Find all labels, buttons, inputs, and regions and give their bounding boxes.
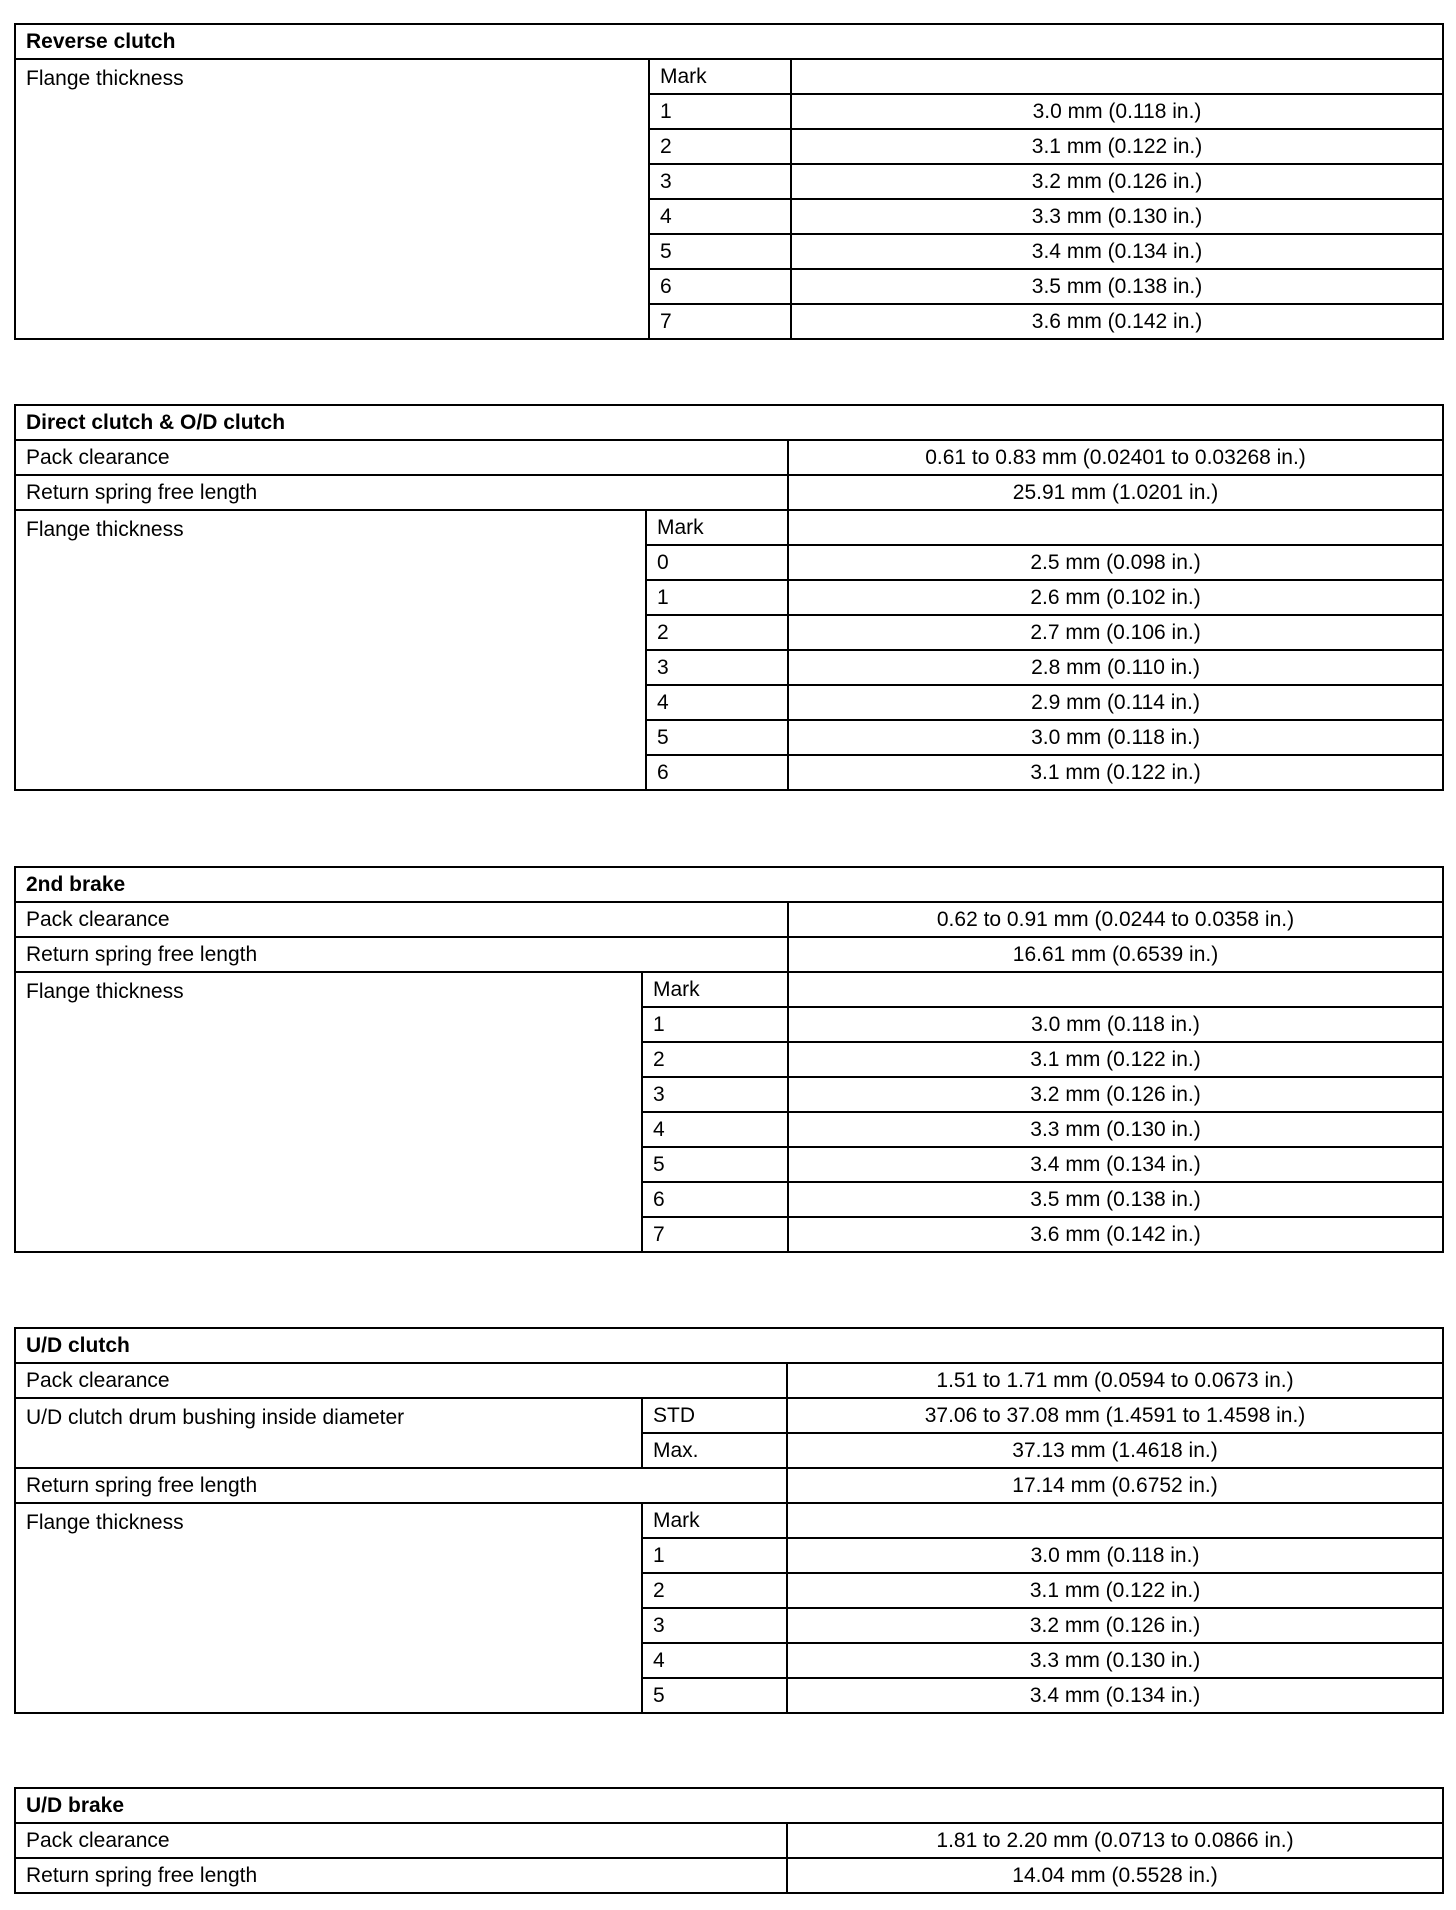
table-title-row: [15, 24, 1443, 59]
mark-cell: 7: [642, 1217, 788, 1252]
pack-clearance-value: 0.61 to 0.83 mm (0.02401 to 0.03268 in.): [788, 440, 1443, 475]
table-row: [15, 1398, 1443, 1433]
flange-thickness-label: Flange thickness: [15, 1503, 642, 1713]
section-title: Reverse clutch: [15, 24, 1443, 59]
mark-cell: 5: [642, 1678, 787, 1713]
pack-clearance-value: 0.62 to 0.91 mm (0.0244 to 0.0358 in.): [788, 902, 1443, 937]
empty-cell: [788, 510, 1443, 545]
mark-cell: 4: [642, 1643, 787, 1678]
bushing-max-value: 37.13 mm (1.4618 in.): [787, 1433, 1443, 1468]
mark-cell: 4: [642, 1112, 788, 1147]
value-cell: 3.3 mm (0.130 in.): [791, 199, 1443, 234]
table-row: [15, 1858, 1443, 1893]
mark-cell: 2: [642, 1573, 787, 1608]
bushing-std-value: 37.06 to 37.08 mm (1.4591 to 1.4598 in.): [787, 1398, 1443, 1433]
empty-cell: [788, 972, 1443, 1007]
mark-cell: 3: [649, 164, 791, 199]
table-title-row: [15, 405, 1443, 440]
value-cell: 3.4 mm (0.134 in.): [787, 1678, 1443, 1713]
table-title-row: [15, 867, 1443, 902]
value-cell: 2.9 mm (0.114 in.): [788, 685, 1443, 720]
ud-clutch-table: [14, 1327, 1444, 1714]
second-brake-table: [14, 866, 1444, 1253]
mark-cell: 1: [649, 94, 791, 129]
value-cell: 3.1 mm (0.122 in.): [788, 755, 1443, 790]
mark-cell: 6: [649, 269, 791, 304]
table-row: [15, 1468, 1443, 1503]
value-cell: 3.5 mm (0.138 in.): [788, 1182, 1443, 1217]
section-title: 2nd brake: [15, 867, 1443, 902]
table-row: [15, 440, 1443, 475]
bushing-std-label: STD: [642, 1398, 787, 1433]
value-cell: 3.0 mm (0.118 in.): [791, 94, 1443, 129]
table-row: [15, 475, 1443, 510]
ud-brake-table: [14, 1787, 1444, 1894]
section-title: U/D clutch: [15, 1328, 1443, 1363]
pack-clearance-label: Pack clearance: [15, 1823, 787, 1858]
value-cell: 3.0 mm (0.118 in.): [787, 1538, 1443, 1573]
mark-cell: 3: [646, 650, 788, 685]
value-cell: 3.0 mm (0.118 in.): [788, 1007, 1443, 1042]
value-cell: 3.2 mm (0.126 in.): [791, 164, 1443, 199]
mark-cell: 2: [646, 615, 788, 650]
table-row: [15, 902, 1443, 937]
mark-cell: 5: [646, 720, 788, 755]
reverse-clutch-table: [14, 23, 1444, 340]
empty-cell: [791, 59, 1443, 94]
bushing-max-label: Max.: [642, 1433, 787, 1468]
table-title-row: [15, 1328, 1443, 1363]
return-spring-label: Return spring free length: [15, 1468, 787, 1503]
table-row: [15, 1363, 1443, 1398]
flange-thickness-label: Flange thickness: [15, 510, 646, 790]
table-row: [15, 972, 1443, 1007]
mark-cell: 2: [642, 1042, 788, 1077]
pack-clearance-label: Pack clearance: [15, 440, 788, 475]
return-spring-value: 17.14 mm (0.6752 in.): [787, 1468, 1443, 1503]
value-cell: 3.2 mm (0.126 in.): [787, 1608, 1443, 1643]
mark-cell: 4: [649, 199, 791, 234]
return-spring-value: 25.91 mm (1.0201 in.): [788, 475, 1443, 510]
return-spring-value: 14.04 mm (0.5528 in.): [787, 1858, 1443, 1893]
mark-header: Mark: [649, 59, 791, 94]
return-spring-label: Return spring free length: [15, 937, 788, 972]
flange-thickness-label: Flange thickness: [15, 972, 642, 1252]
direct-clutch-table: [14, 404, 1444, 791]
mark-cell: 6: [642, 1182, 788, 1217]
value-cell: 3.1 mm (0.122 in.): [787, 1573, 1443, 1608]
mark-cell: 5: [649, 234, 791, 269]
flange-thickness-label: Flange thickness: [15, 59, 649, 339]
mark-header: Mark: [642, 972, 788, 1007]
value-cell: 2.7 mm (0.106 in.): [788, 615, 1443, 650]
value-cell: 3.3 mm (0.130 in.): [787, 1643, 1443, 1678]
section-title: U/D brake: [15, 1788, 1443, 1823]
mark-cell: 1: [646, 580, 788, 615]
table-title-row: [15, 1788, 1443, 1823]
bushing-diameter-label: U/D clutch drum bushing inside diameter: [15, 1398, 642, 1468]
table-row: [15, 59, 1443, 94]
value-cell: 3.1 mm (0.122 in.): [791, 129, 1443, 164]
mark-cell: 0: [646, 545, 788, 580]
value-cell: 3.4 mm (0.134 in.): [788, 1147, 1443, 1182]
mark-cell: 1: [642, 1007, 788, 1042]
mark-cell: 1: [642, 1538, 787, 1573]
value-cell: 3.6 mm (0.142 in.): [791, 304, 1443, 339]
mark-header: Mark: [642, 1503, 787, 1538]
value-cell: 3.1 mm (0.122 in.): [788, 1042, 1443, 1077]
value-cell: 3.2 mm (0.126 in.): [788, 1077, 1443, 1112]
mark-cell: 2: [649, 129, 791, 164]
pack-clearance-label: Pack clearance: [15, 1363, 787, 1398]
mark-header: Mark: [646, 510, 788, 545]
mark-cell: 6: [646, 755, 788, 790]
value-cell: 3.0 mm (0.118 in.): [788, 720, 1443, 755]
mark-cell: 3: [642, 1077, 788, 1112]
pack-clearance-value: 1.51 to 1.71 mm (0.0594 to 0.0673 in.): [787, 1363, 1443, 1398]
mark-cell: 7: [649, 304, 791, 339]
mark-cell: 5: [642, 1147, 788, 1182]
value-cell: 3.5 mm (0.138 in.): [791, 269, 1443, 304]
pack-clearance-value: 1.81 to 2.20 mm (0.0713 to 0.0866 in.): [787, 1823, 1443, 1858]
value-cell: 3.6 mm (0.142 in.): [788, 1217, 1443, 1252]
value-cell: 3.4 mm (0.134 in.): [791, 234, 1443, 269]
pack-clearance-label: Pack clearance: [15, 902, 788, 937]
value-cell: 2.5 mm (0.098 in.): [788, 545, 1443, 580]
table-row: [15, 937, 1443, 972]
empty-cell: [787, 1503, 1443, 1538]
section-title: Direct clutch & O/D clutch: [15, 405, 1443, 440]
table-row: [15, 1823, 1443, 1858]
table-row: [15, 1503, 1443, 1538]
return-spring-label: Return spring free length: [15, 1858, 787, 1893]
return-spring-label: Return spring free length: [15, 475, 788, 510]
value-cell: 2.8 mm (0.110 in.): [788, 650, 1443, 685]
return-spring-value: 16.61 mm (0.6539 in.): [788, 937, 1443, 972]
mark-cell: 3: [642, 1608, 787, 1643]
value-cell: 2.6 mm (0.102 in.): [788, 580, 1443, 615]
mark-cell: 4: [646, 685, 788, 720]
value-cell: 3.3 mm (0.130 in.): [788, 1112, 1443, 1147]
table-row: [15, 510, 1443, 545]
